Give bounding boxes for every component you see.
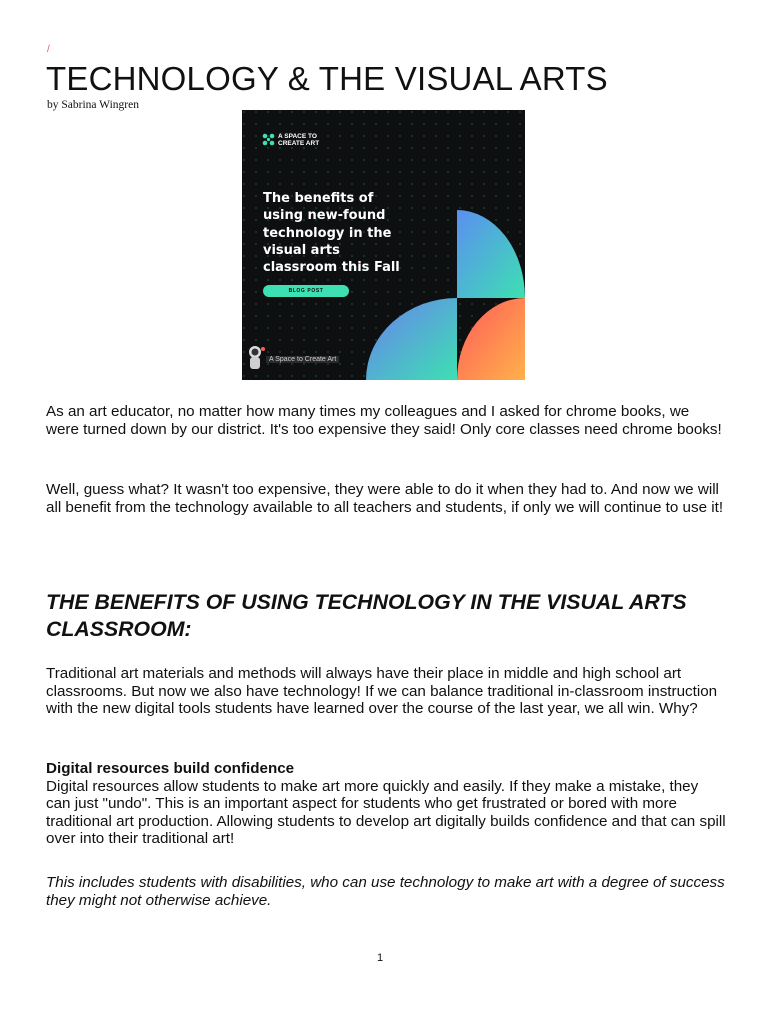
author-byline: by Sabrina Wingren [47, 99, 139, 111]
brand-logo-icon [262, 133, 275, 146]
hero-headline: The benefits of using new-found technology in the visual arts classroom this Fall [263, 191, 400, 276]
blog-post-pill: BLOG POST [263, 285, 349, 297]
header-slash: / [47, 44, 50, 55]
astronaut-icon [246, 344, 266, 372]
image-watermark: A Space to Create Art [266, 356, 339, 363]
confidence-subheading: Digital resources build confidence [46, 760, 295, 777]
page-number: 1 [377, 952, 384, 964]
brand-name: A SPACE TO CREATE ART [278, 133, 320, 147]
page-title: TECHNOLOGY & THE VISUAL ARTS [46, 60, 608, 97]
confidence-section [46, 760, 726, 848]
section-heading: THE BENEFITS OF USING TECHNOLOGY IN THE VISUAL ARTS CLASSROOM: [46, 590, 687, 641]
disabilities-paragraph: This includes students with disabilities, who can use technology to make art with a degree of success they might not otherwise achieve. [46, 874, 725, 909]
second-paragraph: Well, guess what? It wasn't too expensive, they were able to do it when they had to. And now we will all benefit from the technology available to all teachers and students, if only we will continue to use it! [46, 481, 724, 516]
hero-image [242, 110, 525, 380]
confidence-paragraph: Digital resources allow students to make art more quickly and easily. If they make a mistake, they can just "undo". This is an important aspect for students who get frustrated or bored with more traditional art production. Allowing students to develop art digitally builds confidence and that can spill over into their traditional art! [46, 777, 726, 848]
intro-paragraph: As an art educator, no matter how many times my colleagues and I asked for chrome books, we were turned down by our district. It's too expensive they said! Only core classes need chrome books! [46, 403, 722, 438]
traditional-paragraph: Traditional art materials and methods will always have their place in middle and high school art classrooms. But now we also have technology! If we can balance traditional in-classroom instruction with the new digital tools students have learned over the course of the last year, we all win. Why? [46, 665, 718, 718]
